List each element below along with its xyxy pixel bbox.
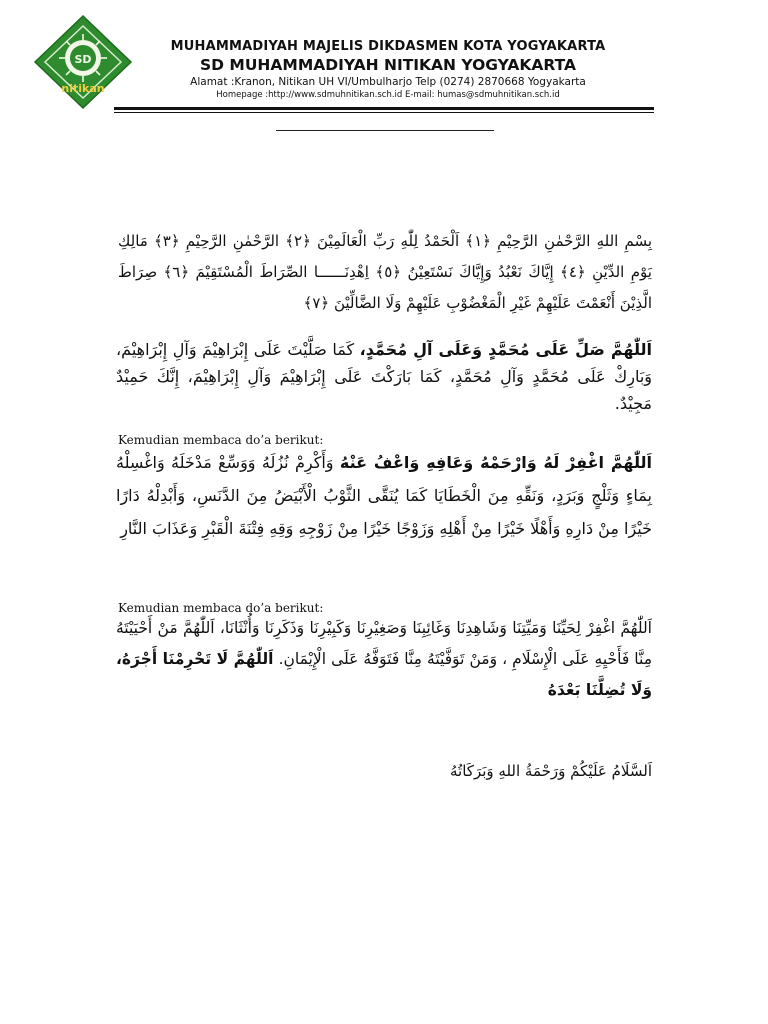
school-name: SD MUHAMMADIYAH NITIKAN YOGYAKARTA — [199, 56, 577, 74]
doa-paragraph-2 — [116, 613, 652, 706]
muhammadiyah-sun-logo — [33, 14, 133, 110]
header-rule-thick — [114, 107, 654, 110]
instruction-label-2: Kemudian membaca do’a berikut: — [118, 601, 324, 615]
salawat-paragraph — [116, 336, 652, 417]
header-rule-thin — [114, 112, 654, 113]
doa-paragraph-1 — [116, 446, 652, 545]
logo-label: nitikan — [61, 82, 105, 95]
org-name: MUHAMMADIYAH MAJELIS DIKDASMEN KOTA YOGYAKARTA — [170, 39, 606, 54]
school-contact: Homepage :http://www.sdmuhnitikan.sch.id E-mail: humas@sdmuhnitikan.sch.id — [216, 90, 560, 100]
salawat-bold: اَللّٰهُمَّ صَلِّ عَلَى مُحَمَّدٍ وَعَلَى آلِ مُحَمَّدٍ، — [359, 340, 653, 359]
svg-text:SD: SD — [74, 53, 92, 66]
doa2-rest: اَللّٰهُمَّ اغْفِرْ لِحَيِّنَا وَمَيِّتِنَا وَشَاهِدِنَا وَغَائِبِنَا وَصَغِيْرِنَا وَكَبِيْرِنَا وَذَكَرِنَا وَأُنْثَانَا، اَللّٰهُمَّ مَنْ أَحْيَيْتَهُ مِنَّا فَأَحْيِهِ عَلَى الْإِسْلَامِ ، وَمَنْ تَوَفَّيْتَهُ مِنَّا فَتَوَفَّهُ عَلَى الْإِيْمَانِ. — [116, 619, 652, 668]
instruction-label-1: Kemudian membaca do’a berikut: — [118, 433, 324, 447]
al-fatiha-text: بِسْمِ اللهِ الرَّحْمٰنِ الرَّحِيْمِ ﴿١﴾ اَلْحَمْدُ لِلّٰهِ رَبِّ الْعَالَمِيْنَ ﴿٢﴾ الرَّحْمٰنِ الرَّحِيْمِ ﴿٣﴾ مَالِكِ يَوْمِ الدِّيْنِ ﴿٤﴾ إِيَّاكَ نَعْبُدُ وَإِيَّاكَ نَسْتَعِيْنُ ﴿٥﴾ اِهْدِنَــــــا الصِّرَاطَ الْمُسْتَقِيْمَ ﴿٦﴾ صِرَاطَ الَّذِيْنَ أَنْعَمْتَ عَلَيْهِمْ غَيْرِ الْمَغْضُوْبِ عَلَيْهِمْ وَلَا الضَّالِّيْنَ ﴿٧﴾ — [118, 232, 653, 312]
letterhead — [128, 38, 648, 101]
salawat-rest: كَمَا صَلَّيْتَ عَلَى إِبْرَاهِيْمَ وَآلِ إِبْرَاهِيْمَ، وَبَارِكْ عَلَى مُحَمَّدٍ وَآلِ مُحَمَّدٍ، كَمَا بَارَكْتَ عَلَى إِبْرَاهِيْمَ وَآلِ إِبْرَاهِيْمَ، إِنَّكَ حَمِيْدٌ مَجِيْدٌ. — [116, 340, 652, 413]
doa1-rest: وَأَكْرِمْ نُزُلَهُ وَوَسِّعْ مَدْخَلَهُ وَاغْسِلْهُ بِمَاءٍ وَثَلْجٍ وَبَرَدٍ، وَنَقِّهِ مِنَ الْخَطَايَا كَمَا يُنَقَّى الثَّوْبُ الْأَبْيَضُ مِنَ الدَّنَسِ، وَأَبْدِلْهُ دَارًا خَيْرًا مِنْ دَارِهِ وَأَهْلًا خَيْرًا مِنْ أَهْلِهِ وَزَوْجًا خَيْرًا مِنْ زَوْجِهِ وَقِهِ فِتْنَةَ الْقَبْرِ وَعَذَابَ النَّارِ — [116, 453, 652, 538]
title-underline — [276, 130, 494, 131]
doa1-bold: اَللّٰهُمَّ اغْفِرْ لَهُ وَارْحَمْهُ وَعَافِهِ وَاعْفُ عَنْهُ — [339, 453, 652, 472]
closing-salam: اَلسَّلَامُ عَلَيْكُمْ وَرَحْمَةُ اللهِ وَبَرَكَاتُهُ — [450, 762, 652, 780]
school-address: Alamat :Kranon, Nitikan UH VI/Umbulharjo Telp (0274) 2870668 Yogyakarta — [190, 76, 586, 88]
doa2-bold: اَللّٰهُمَّ لَا تَحْرِمْنَا أَجْرَهُ، وَلَا تُضِلَّنَا بَعْدَهُ — [116, 650, 652, 699]
